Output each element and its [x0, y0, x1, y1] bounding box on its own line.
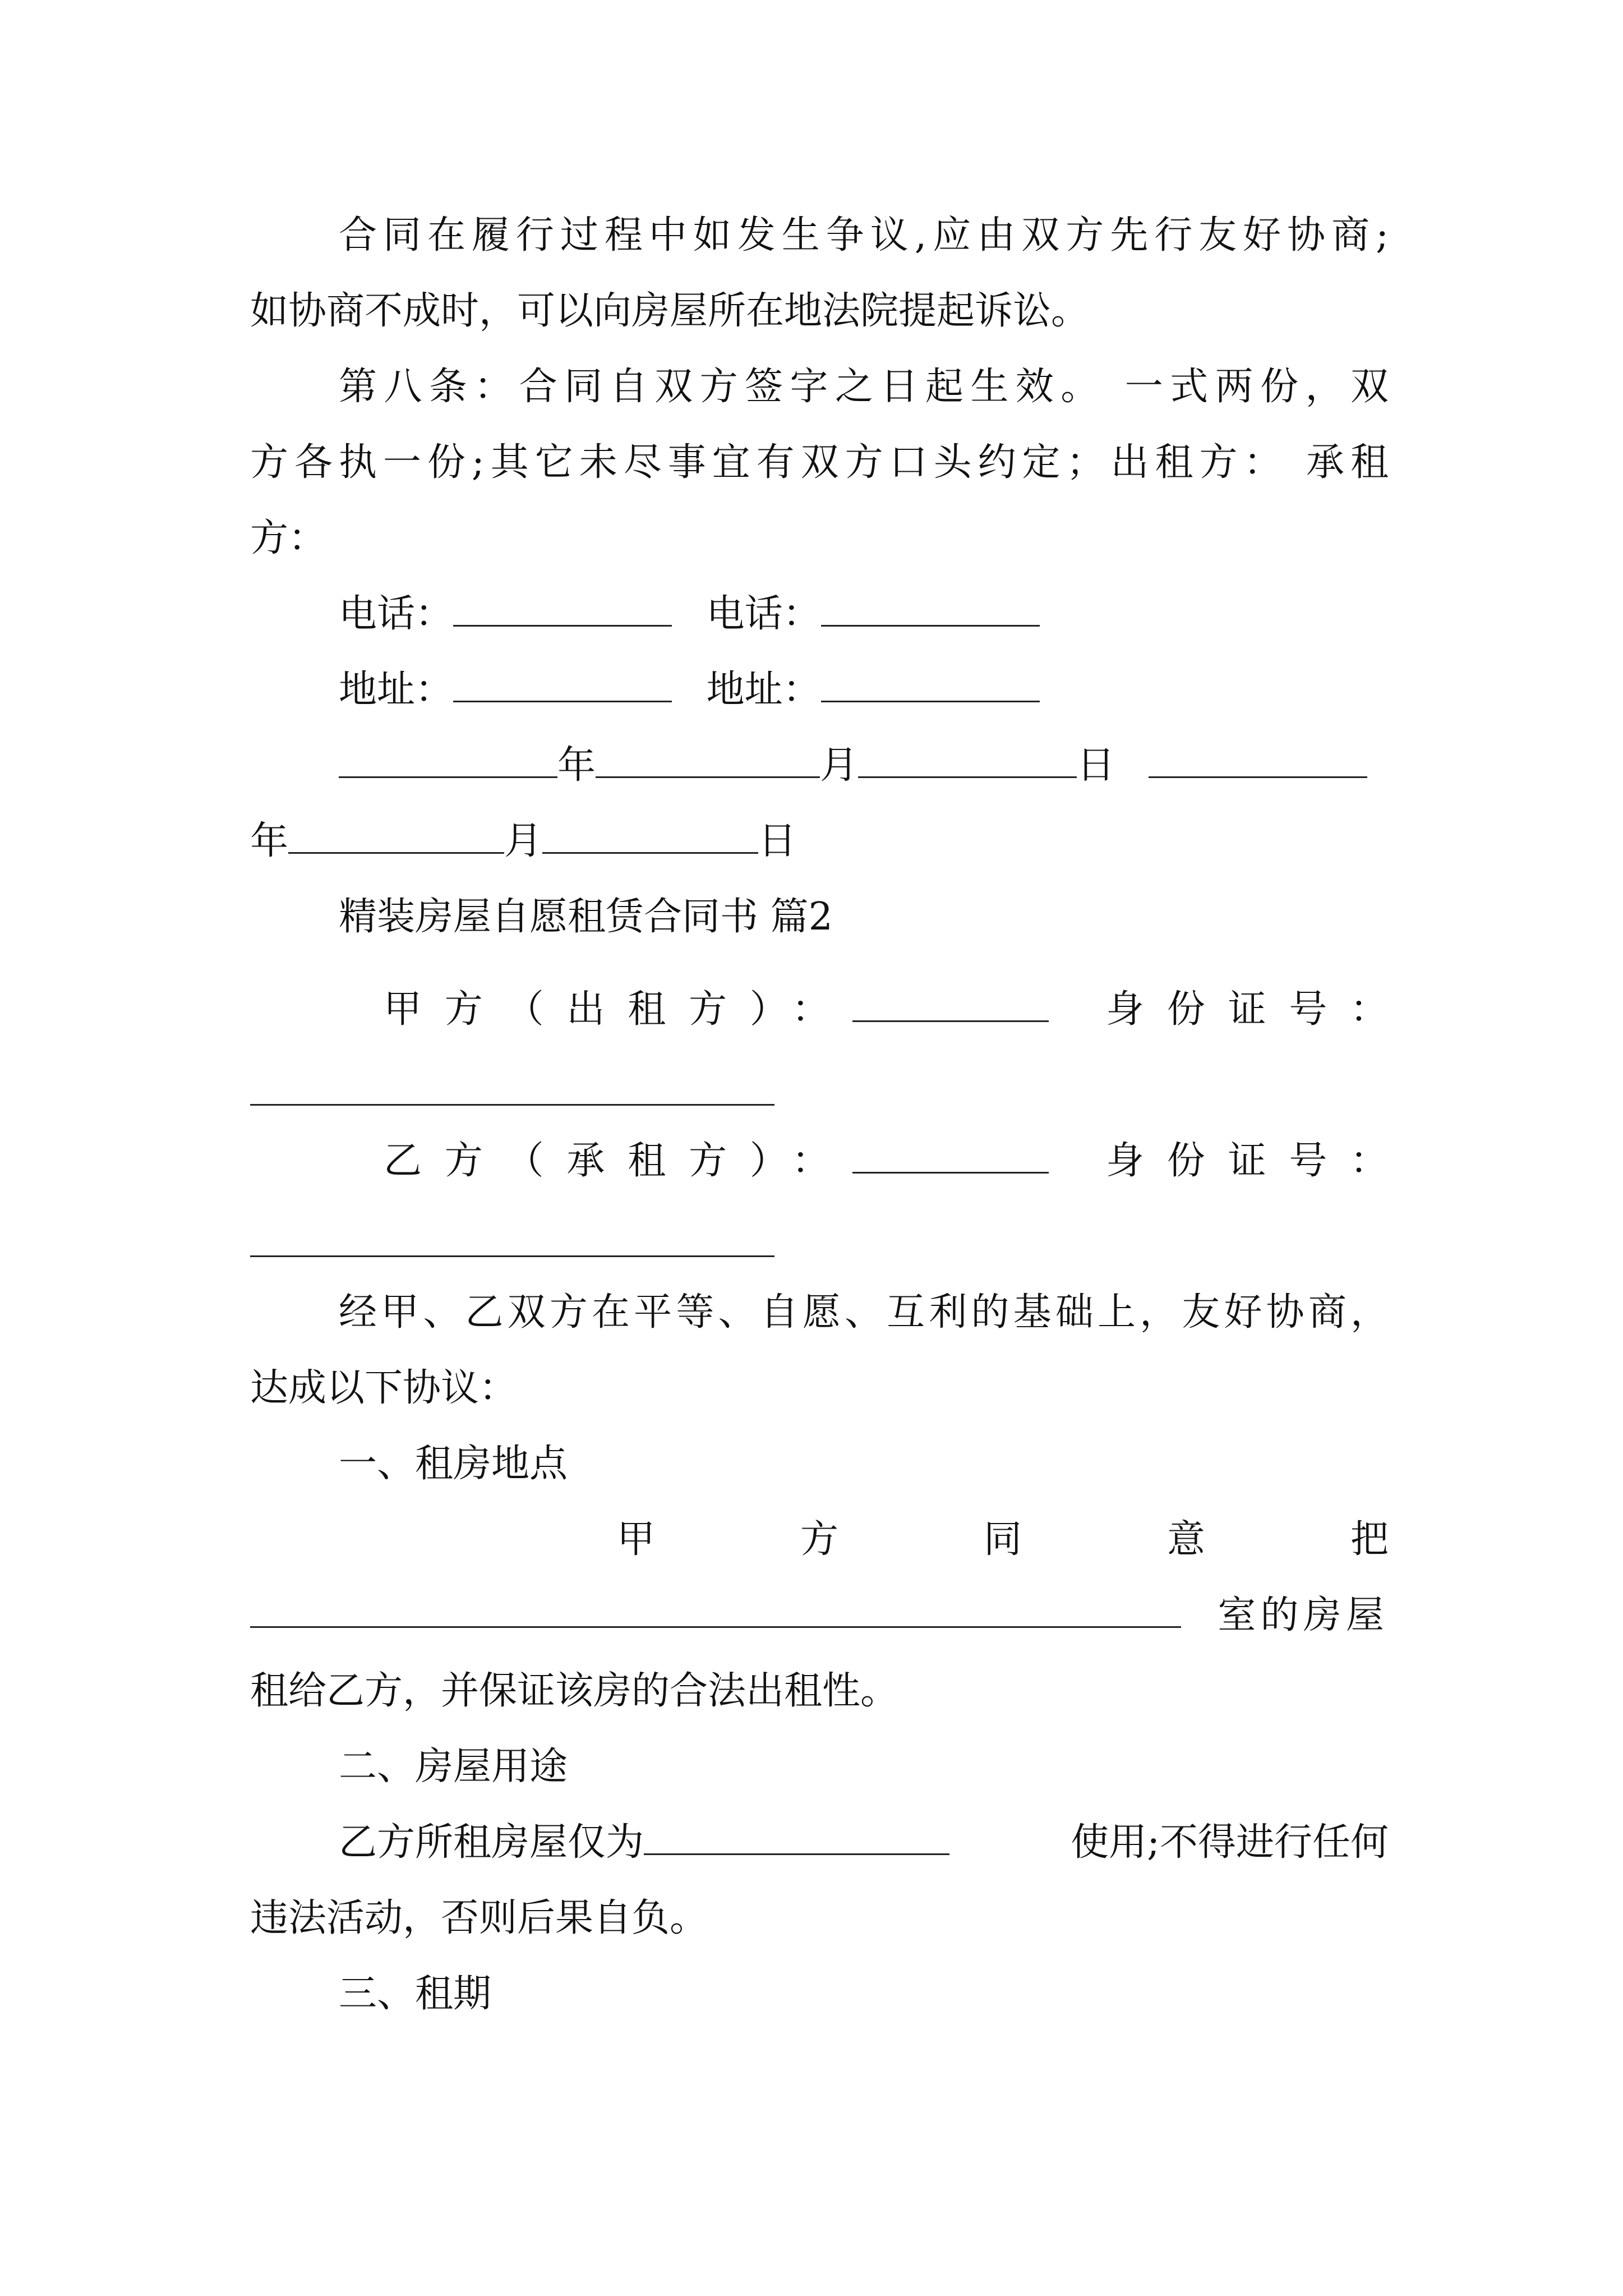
location-line-1: 甲方同意把 [617, 1517, 1389, 1562]
room-suffix: 室的房屋 [1218, 1593, 1389, 1637]
lessor-address-blank [453, 667, 672, 702]
lessee-address-blank [821, 667, 1040, 702]
usage-blank [644, 1820, 949, 1855]
usage-suffix: 使用;不得进行任何 [1071, 1820, 1389, 1865]
lessor-phone-label: 电话： [339, 592, 454, 636]
usage-prefix: 乙方所租房屋仅为 [339, 1820, 644, 1865]
usage-line-2: 违法活动，否则后果自负。 [250, 1896, 708, 1940]
month-label-2: 月 [504, 819, 543, 863]
party-b-id-blank [250, 1255, 774, 1257]
article-eight-line-3: 方： [250, 516, 327, 560]
day-blank-1 [858, 743, 1077, 778]
lessor-phone-blank [453, 591, 672, 627]
heading-lease-term: 三、租期 [339, 1972, 492, 2016]
lessee-phone-label: 电话： [706, 592, 821, 636]
article-eight-line-1: 第八条：合同自双方签字之日起生效。 一式两份，双 [339, 365, 1389, 409]
date-row-1 [339, 738, 1389, 794]
party-a-id-label: 身份证号： [1105, 987, 1411, 1032]
heading-rental-location: 一、租房地点 [339, 1442, 568, 1486]
party-a-row [384, 982, 1411, 1038]
party-b-label: 乙方（承租方）： [384, 1139, 853, 1183]
month-blank-1 [596, 743, 820, 778]
day-label-1: 日 [1077, 743, 1115, 788]
lessee-phone-blank [821, 591, 1040, 627]
year-blank-1 [339, 743, 557, 778]
party-a-label: 甲方（出租方）： [384, 987, 853, 1032]
agreement-intro-line-1: 经甲、乙双方在平等、自愿、互利的基础上，友好协商， [339, 1290, 1389, 1335]
date-row-2 [250, 813, 1389, 869]
phone-row [339, 586, 1389, 642]
party-a-name-blank [852, 987, 1049, 1022]
paragraph-dispute-line-2: 如协商不成时，可以向房屋所在地法院提起诉讼。 [250, 289, 1090, 333]
heading-house-use: 二、房屋用途 [339, 1745, 568, 1789]
month-blank-2 [288, 818, 504, 854]
lessor-address-label: 地址： [339, 668, 454, 712]
party-b-id-label: 身份证号： [1105, 1139, 1411, 1183]
party-b-name-blank [852, 1138, 1049, 1174]
day-label-2: 日 [758, 819, 797, 863]
paragraph-dispute-line-1: 合同在履行过程中如发生争议,应由双方先行友好协商; [339, 213, 1389, 257]
day-blank-2 [542, 818, 758, 854]
lessee-address-label: 地址： [706, 668, 821, 712]
usage-line-1 [339, 1815, 1389, 1871]
month-label-1: 月 [820, 743, 859, 788]
year-label-2: 年 [250, 819, 289, 863]
location-line-2 [250, 1588, 1389, 1644]
party-a-id-blank [250, 1104, 774, 1106]
location-line-3: 租给乙方，并保证该房的合法出租性。 [250, 1669, 899, 1713]
address-row [339, 662, 1389, 718]
party-b-row [384, 1133, 1411, 1189]
location-blank [250, 1593, 1181, 1628]
agreement-intro-line-2: 达成以下协议： [250, 1366, 518, 1410]
section-title: 精装房屋自愿租赁合同书 篇2 [339, 895, 833, 939]
article-eight-line-2: 方各执一份;其它未尽事宜有双方口头约定；出租方： 承租 [250, 440, 1389, 485]
year-label-1: 年 [557, 743, 596, 788]
year-blank-2 [1149, 743, 1367, 778]
